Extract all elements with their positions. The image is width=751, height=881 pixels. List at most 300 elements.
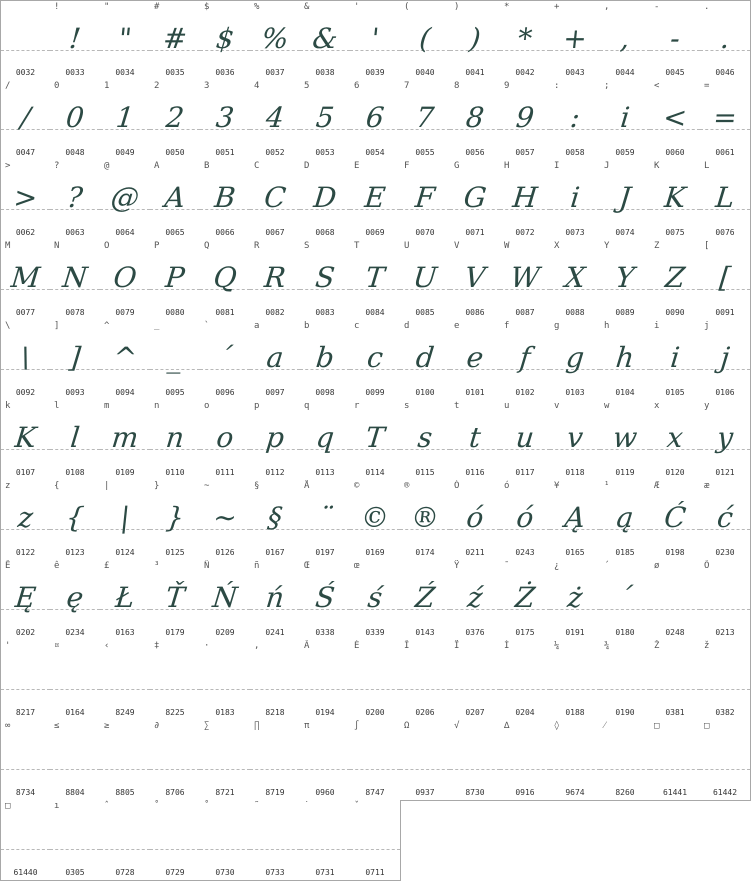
glyph-cell [400, 80, 451, 161]
glyph-label: 0 [54, 81, 60, 91]
glyph-cell [400, 560, 451, 641]
glyph-cell [50, 560, 101, 641]
glyph-cell [250, 160, 301, 241]
glyph-code: 0960 [315, 788, 335, 797]
glyph-cell [50, 160, 101, 241]
glyph-sample [200, 738, 251, 778]
glyph-cell [700, 400, 751, 481]
glyph-label: _ [154, 321, 160, 331]
glyph-code: 0032 [15, 68, 36, 77]
glyph-label: E [354, 161, 360, 171]
glyph-label: - [654, 2, 660, 12]
glyph-sample: C [262, 181, 288, 214]
glyph-label: □ [704, 721, 710, 731]
glyph-label: ◊ [554, 721, 560, 731]
glyph-label: Ő [704, 561, 710, 571]
glyph-cell [450, 240, 501, 321]
glyph-sample: / [19, 101, 33, 134]
glyph-code: 0143 [415, 628, 435, 637]
glyph-sample [250, 658, 301, 698]
glyph-label: m [104, 401, 110, 411]
glyph-code: 0074 [615, 228, 635, 237]
glyph-cell [400, 480, 451, 561]
glyph-cell [650, 720, 701, 801]
glyph-cell [450, 480, 501, 561]
glyph-cell [600, 0, 651, 81]
glyph-label: < [654, 81, 660, 91]
glyph-cell [50, 720, 101, 801]
glyph-sample: % [260, 22, 291, 55]
glyph-label: p [254, 401, 260, 411]
glyph-sample [250, 818, 301, 858]
glyph-cell [500, 160, 551, 241]
glyph-cell [600, 80, 651, 161]
glyph-cell [300, 0, 351, 81]
glyph-code: 0122 [15, 548, 36, 557]
glyph-cell [350, 320, 401, 401]
glyph-cell [200, 480, 251, 561]
glyph-code: 0916 [515, 788, 535, 797]
glyph-code: 0175 [515, 628, 535, 637]
glyph-cell [350, 400, 401, 481]
glyph-cell [650, 80, 701, 161]
glyph-label: M [5, 241, 11, 251]
glyph-label: = [704, 81, 710, 91]
glyph-code: 0090 [665, 308, 685, 317]
glyph-cell [450, 0, 501, 81]
glyph-label: 4 [254, 81, 260, 91]
glyph-label: ¼ [554, 641, 560, 651]
glyph-cell [550, 480, 601, 561]
glyph-sample: . [718, 22, 732, 55]
glyph-cell [200, 0, 251, 81]
glyph-label: È [354, 641, 360, 651]
glyph-sample: ą [614, 501, 636, 534]
glyph-label: # [154, 2, 160, 12]
glyph-sample: M [9, 261, 42, 294]
glyph-cell [550, 560, 601, 641]
glyph-sample [400, 738, 451, 778]
glyph-label: / [5, 81, 11, 91]
glyph-sample: " [116, 22, 134, 55]
glyph-cell [150, 800, 201, 881]
glyph-code: 0070 [415, 228, 435, 237]
glyph-sample: , [618, 22, 632, 55]
glyph-cell [150, 320, 201, 401]
glyph-code: 8805 [115, 788, 135, 797]
glyph-sample: 8 [464, 101, 486, 134]
glyph-sample: U [411, 261, 439, 294]
glyph-cell [0, 160, 51, 241]
glyph-cell [550, 160, 601, 241]
glyph-code: 0059 [615, 148, 635, 157]
glyph-code: 0123 [65, 548, 85, 557]
glyph-label: ‡ [154, 641, 160, 651]
glyph-code: 0056 [465, 148, 485, 157]
glyph-label: £ [104, 561, 110, 571]
glyph-sample: R [262, 261, 288, 294]
glyph-label: P [154, 241, 160, 251]
glyph-label: æ [704, 481, 710, 491]
glyph-code: 0091 [715, 308, 735, 317]
glyph-label: $ [204, 2, 210, 12]
glyph-code: 0118 [565, 468, 585, 477]
glyph-sample: e [465, 341, 486, 374]
glyph-code: 0043 [565, 68, 585, 77]
glyph-label: ¯ [504, 561, 510, 571]
glyph-label: : [554, 81, 560, 91]
glyph-code: 0081 [215, 308, 235, 317]
glyph-code: 0052 [265, 148, 285, 157]
glyph-code: 0248 [665, 628, 685, 637]
glyph-code: 0163 [115, 628, 135, 637]
glyph-sample [500, 658, 551, 698]
glyph-sample: H [511, 181, 539, 214]
glyph-sample: ) [467, 22, 483, 55]
glyph-sample: ~ [211, 501, 239, 534]
glyph-code: 0069 [365, 228, 385, 237]
glyph-code: 0169 [365, 548, 385, 557]
glyph-code: 0067 [265, 228, 285, 237]
glyph-cell [600, 160, 651, 241]
glyph-code: 0033 [65, 68, 85, 77]
glyph-label: ) [454, 2, 460, 12]
glyph-code: 0197 [315, 548, 335, 557]
glyph-sample: Ż [513, 581, 537, 614]
glyph-label: ³ [154, 561, 160, 571]
glyph-cell [550, 0, 601, 81]
glyph-label: . [704, 2, 710, 12]
glyph-cell [250, 720, 301, 801]
glyph-sample: Z [663, 261, 687, 294]
glyph-cell [700, 240, 751, 321]
glyph-sample: a [264, 341, 286, 374]
glyph-code: 0084 [365, 308, 385, 317]
glyph-label: ∏ [254, 721, 260, 731]
glyph-cell [600, 400, 651, 481]
glyph-sample: F [413, 181, 437, 214]
glyph-code: 8249 [115, 708, 135, 717]
glyph-label: ∂ [154, 721, 160, 731]
glyph-cell [400, 400, 451, 481]
glyph-sample: i [568, 181, 582, 214]
glyph-code: 0381 [665, 708, 685, 717]
glyph-label: ı [54, 801, 60, 811]
glyph-code: 0092 [15, 388, 36, 397]
glyph-label: ` [204, 321, 210, 331]
glyph-code: 0099 [365, 388, 385, 397]
glyph-code: 0124 [115, 548, 135, 557]
glyph-cell [100, 0, 151, 81]
glyph-code: 0053 [315, 148, 335, 157]
glyph-label: % [254, 2, 260, 12]
glyph-cell [300, 160, 351, 241]
glyph-code: 0101 [465, 388, 485, 397]
glyph-sample: J [617, 181, 633, 214]
glyph-sample: : [568, 101, 582, 134]
glyph-code: 8721 [215, 788, 235, 797]
glyph-cell [150, 560, 201, 641]
glyph-sample: [ [717, 261, 733, 294]
glyph-cell [550, 720, 601, 801]
glyph-label: Z [654, 241, 660, 251]
glyph-cell [0, 560, 51, 641]
glyph-sample [450, 658, 501, 698]
glyph-sample: G [462, 181, 488, 214]
glyph-sample: c [365, 341, 385, 374]
glyph-sample: 4 [264, 101, 286, 134]
glyph-sample: © [359, 501, 391, 534]
glyph-cell [450, 320, 501, 401]
glyph-sample: W [508, 261, 542, 294]
glyph-sample: ¨ [316, 501, 334, 534]
glyph-code: 8260 [615, 788, 635, 797]
glyph-code: 0115 [415, 468, 435, 477]
glyph-code: 0082 [265, 308, 285, 317]
glyph-sample [250, 738, 301, 778]
glyph-sample: K [13, 421, 38, 454]
glyph-sample: Q [211, 261, 239, 294]
glyph-cell [650, 160, 701, 241]
glyph-label: n [154, 401, 160, 411]
glyph-label: 3 [204, 81, 210, 91]
glyph-code: 0057 [515, 148, 535, 157]
glyph-code: 8218 [265, 708, 285, 717]
glyph-code: 0054 [365, 148, 385, 157]
glyph-cell [0, 320, 51, 401]
glyph-code: 0055 [415, 148, 435, 157]
glyph-code: 61440 [13, 868, 38, 877]
glyph-code: 0102 [515, 388, 535, 397]
glyph-sample: 6 [364, 101, 386, 134]
glyph-cell [100, 240, 151, 321]
glyph-code: 0711 [365, 868, 385, 877]
glyph-cell [650, 400, 701, 481]
glyph-code: 0213 [715, 628, 735, 637]
glyph-sample: ó [514, 501, 536, 534]
glyph-cell [600, 720, 651, 801]
glyph-cell [250, 640, 301, 721]
glyph-code: 0376 [465, 628, 485, 637]
glyph-cell [200, 560, 251, 641]
glyph-sample: i [618, 101, 632, 134]
glyph-label: √ [454, 721, 460, 731]
glyph-code: 0066 [215, 228, 235, 237]
glyph-label: e [454, 321, 460, 331]
glyph-code: 0077 [15, 308, 36, 317]
glyph-label: ] [54, 321, 60, 331]
glyph-label: ó [504, 481, 510, 491]
glyph-label: ¥ [554, 481, 560, 491]
glyph-code: 0063 [65, 228, 85, 237]
glyph-sample: u [514, 421, 536, 454]
glyph-code: 0088 [565, 308, 585, 317]
glyph-label: ´ [604, 561, 610, 571]
glyph-label: { [54, 481, 60, 491]
glyph-code: 8719 [265, 788, 285, 797]
glyph-label: X [554, 241, 560, 251]
glyph-label: , [604, 2, 610, 12]
glyph-code: 0733 [265, 868, 285, 877]
glyph-sample: ´ [216, 341, 234, 374]
glyph-label: x [654, 401, 660, 411]
glyph-code: 0037 [265, 68, 285, 77]
glyph-sample [150, 658, 201, 698]
glyph-cell [600, 240, 651, 321]
glyph-sample [50, 658, 101, 698]
glyph-sample: B [213, 181, 238, 214]
glyph-label: G [454, 161, 460, 171]
glyph-sample [100, 658, 151, 698]
glyph-cell [200, 160, 251, 241]
glyph-label: + [554, 2, 560, 12]
glyph-label: A [154, 161, 160, 171]
glyph-code: 0049 [115, 148, 135, 157]
glyph-sample: b [314, 341, 336, 374]
glyph-sample: ś [366, 581, 384, 614]
glyph-sample: 0 [64, 101, 86, 134]
glyph-sample: w [611, 421, 639, 454]
glyph-cell [500, 80, 551, 161]
glyph-code: 0185 [615, 548, 635, 557]
glyph-cell [200, 400, 251, 481]
glyph-cell [250, 560, 301, 641]
glyph-cell [200, 720, 251, 801]
glyph-label: ^ [104, 321, 110, 331]
glyph-label: Q [204, 241, 210, 251]
glyph-cell [300, 400, 351, 481]
glyph-label: O [104, 241, 110, 251]
glyph-label: ˚ [204, 801, 210, 811]
glyph-label: t [454, 401, 460, 411]
glyph-cell [700, 560, 751, 641]
glyph-cell [200, 640, 251, 721]
glyph-label: Ì [504, 641, 510, 651]
glyph-cell [600, 480, 651, 561]
glyph-cell [100, 800, 151, 881]
glyph-label: | [104, 481, 110, 491]
glyph-code: 0730 [215, 868, 235, 877]
glyph-sample: o [214, 421, 236, 454]
glyph-code: 0180 [615, 628, 635, 637]
glyph-cell [650, 320, 701, 401]
glyph-code: 0174 [415, 548, 435, 557]
glyph-cell [50, 240, 101, 321]
glyph-label: ® [404, 481, 410, 491]
glyph-sample: X [563, 261, 587, 294]
glyph-cell [50, 480, 101, 561]
glyph-code: 0200 [365, 708, 385, 717]
glyph-code: 8747 [365, 788, 385, 797]
glyph-cell [700, 720, 751, 801]
glyph-code: 0113 [315, 468, 335, 477]
glyph-code: 0068 [315, 228, 335, 237]
glyph-cell [250, 400, 301, 481]
glyph-sample: 9 [514, 101, 536, 134]
glyph-code: 0209 [215, 628, 235, 637]
glyph-cell [700, 640, 751, 721]
glyph-sample [450, 738, 501, 778]
glyph-sample: Ń [211, 581, 240, 614]
glyph-sample: ć [715, 501, 735, 534]
glyph-code: 0111 [215, 468, 235, 477]
glyph-cell [50, 800, 101, 881]
glyph-code: 0339 [365, 628, 385, 637]
glyph-sample: O [111, 261, 139, 294]
glyph-sample: ę [65, 581, 86, 614]
glyph-cell [700, 0, 751, 81]
glyph-sample [50, 738, 101, 778]
glyph-cell [650, 560, 701, 641]
glyph-sample [300, 818, 351, 858]
glyph-cell [500, 0, 551, 81]
glyph-sample: ó [464, 501, 486, 534]
glyph-sample: Ť [163, 581, 187, 614]
glyph-sample: Ś [313, 581, 337, 614]
glyph-cell [650, 640, 701, 721]
glyph-code: 0038 [315, 68, 335, 77]
glyph-label: 2 [154, 81, 160, 91]
glyph-label: 1 [104, 81, 110, 91]
glyph-sample [650, 738, 701, 778]
glyph-cell [0, 240, 51, 321]
glyph-label: 5 [304, 81, 310, 91]
glyph-cell [0, 0, 51, 81]
glyph-label: l [54, 401, 60, 411]
glyph-code: 0230 [715, 548, 735, 557]
glyph-code: 0108 [65, 468, 85, 477]
glyph-cell [500, 400, 551, 481]
glyph-sample: Ć [662, 501, 688, 534]
glyph-label: Â [304, 641, 310, 651]
glyph-code: 0729 [165, 868, 185, 877]
glyph-label: W [504, 241, 510, 251]
glyph-cell [450, 80, 501, 161]
glyph-sample: f [518, 341, 532, 374]
glyph-code: 0094 [115, 388, 135, 397]
glyph-label: v [554, 401, 560, 411]
glyph-code: 0044 [615, 68, 635, 77]
glyph-sample: 3 [214, 101, 236, 134]
glyph-cell [550, 240, 601, 321]
glyph-label: ! [54, 2, 60, 12]
glyph-cell [150, 0, 201, 81]
glyph-code: 0338 [315, 628, 335, 637]
glyph-cell [550, 80, 601, 161]
glyph-label: 8 [454, 81, 460, 91]
glyph-label: a [254, 321, 260, 331]
glyph-sample [700, 738, 751, 778]
glyph-label: ø [654, 561, 660, 571]
glyph-cell [150, 640, 201, 721]
glyph-sample: { [64, 501, 86, 534]
glyph-sample: h [614, 341, 636, 374]
glyph-code: 8706 [165, 788, 185, 797]
glyph-code: 0165 [565, 548, 585, 557]
glyph-sample: q [314, 421, 336, 454]
glyph-label: & [304, 2, 310, 12]
glyph-label: > [5, 161, 11, 171]
glyph-cell [500, 640, 551, 721]
glyph-code: 0051 [215, 148, 235, 157]
glyph-cell [200, 80, 251, 161]
glyph-code: 61442 [712, 788, 738, 797]
glyph-code: 0104 [615, 388, 635, 397]
glyph-sample [650, 578, 701, 618]
glyph-sample: T [363, 421, 387, 454]
glyph-cell [350, 80, 401, 161]
glyph-sample: - [668, 22, 682, 55]
